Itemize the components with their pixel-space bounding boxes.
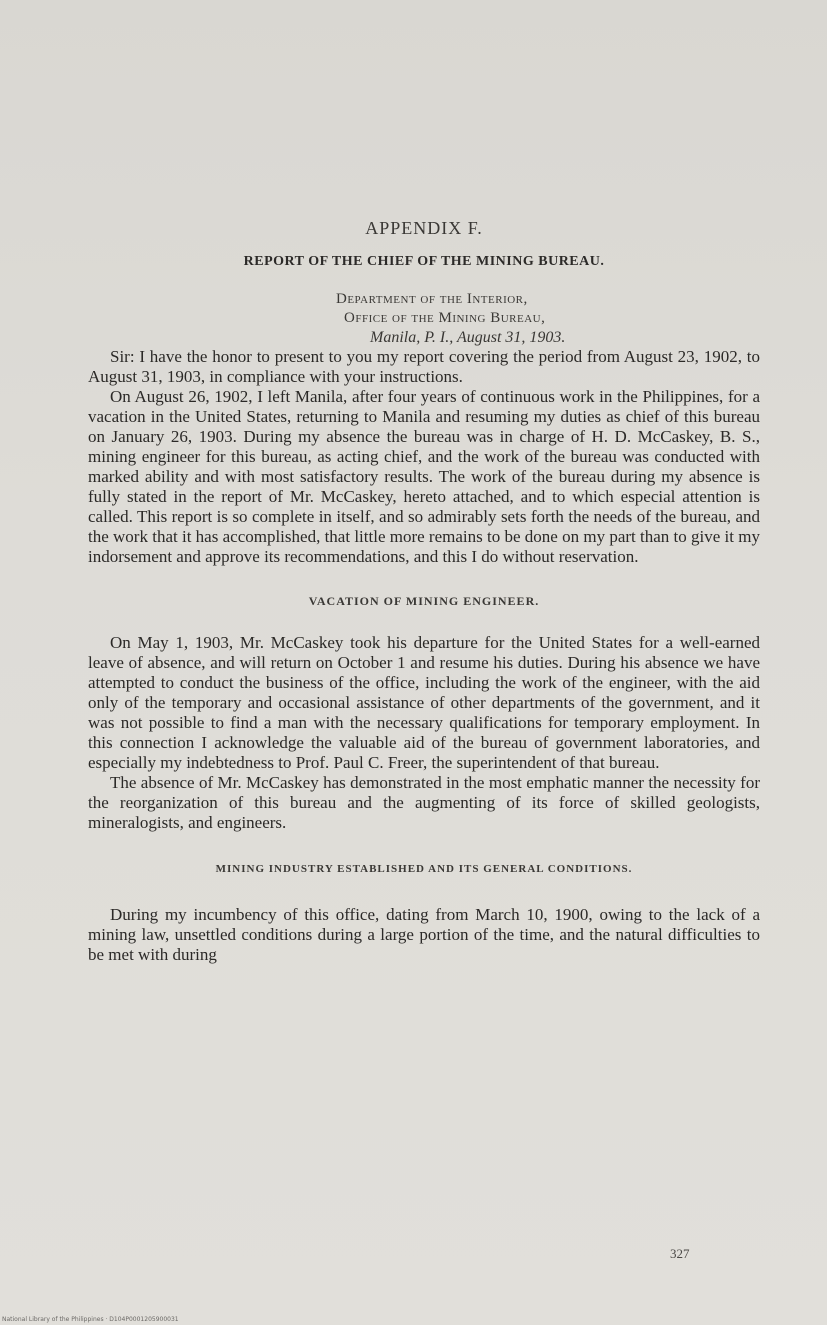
page-number: 327 xyxy=(670,1246,690,1261)
letterhead-date: Manila, P. I., August 31, 1903. xyxy=(370,329,566,346)
library-footer: National Library of the Philippines · D104P0001205900031 xyxy=(2,1316,179,1323)
letterhead-office: Office of the Mining Bureau, xyxy=(344,310,546,326)
appendix-heading: APPENDIX F. xyxy=(365,218,483,238)
letterhead-department: Department of the Interior, xyxy=(336,291,528,307)
paragraph-salutation: Sir: I have the honor to present to you my report covering the period from August 23, 1902, to August 31, 1903, in compliance with your instructions. xyxy=(88,347,760,386)
paragraph-incumbency: During my incumbency of this office, dating from March 10, 1900, owing to the lack of a mining law, unsettled conditions during a large portion of the time, and the natural difficulties to be met with during xyxy=(88,905,760,964)
report-title: REPORT OF THE CHIEF OF THE MINING BUREAU. xyxy=(243,254,605,269)
paragraph-departure: On May 1, 1903, Mr. McCaskey took his departure for the United States for a well-earned leave of absence, and will return on October 1 and resume his duties. During his absence we have attempted to conduct the business of the office, including the work of the engineer, with the aid only of the temporary and occasional assistance of other departments of the government, and it was not possible to find a man with the necessary qualifications for temporary employment. In this connection I acknowledge the valuable aid of the bureau of government laboratories, and especially my indebtedness to Prof. Paul C. Freer, the superintendent of that bureau. xyxy=(88,633,760,772)
paragraph-absence: On August 26, 1902, I left Manila, after four years of continuous work in the Philippines, for a vacation in the United States, returning to Manila and resuming my duties as chief of this bureau on January 26, 1903. During my absence the bureau was in charge of H. D. McCaskey, B. S., mining engineer for this bureau, as acting chief, and the work of the bureau was conducted with marked ability and with most satisfactory results. The work of the bureau during my absence is fully stated in the report of Mr. McCaskey, hereto attached, and to which especial attention is called. This report is so complete in itself, and so admirably sets forth the needs of the bureau, and the work that it has accomplished, that little more remains to be done on my part than to give it my indorsement and approve its recommendations, and this I do without reservation. xyxy=(88,387,760,566)
document-body xyxy=(88,218,760,965)
paragraph-reorganization: The absence of Mr. McCaskey has demonstrated in the most emphatic manner the necessity for the reorganization of this bureau and the augmenting of its force of skilled geologists, mineralogists, and engineers. xyxy=(88,773,760,832)
section-heading-vacation: VACATION OF MINING ENGINEER. xyxy=(308,594,540,608)
section-heading-mining: MINING INDUSTRY ESTABLISHED AND ITS GENERAL CONDITIONS. xyxy=(215,863,633,875)
letterhead xyxy=(336,290,760,347)
